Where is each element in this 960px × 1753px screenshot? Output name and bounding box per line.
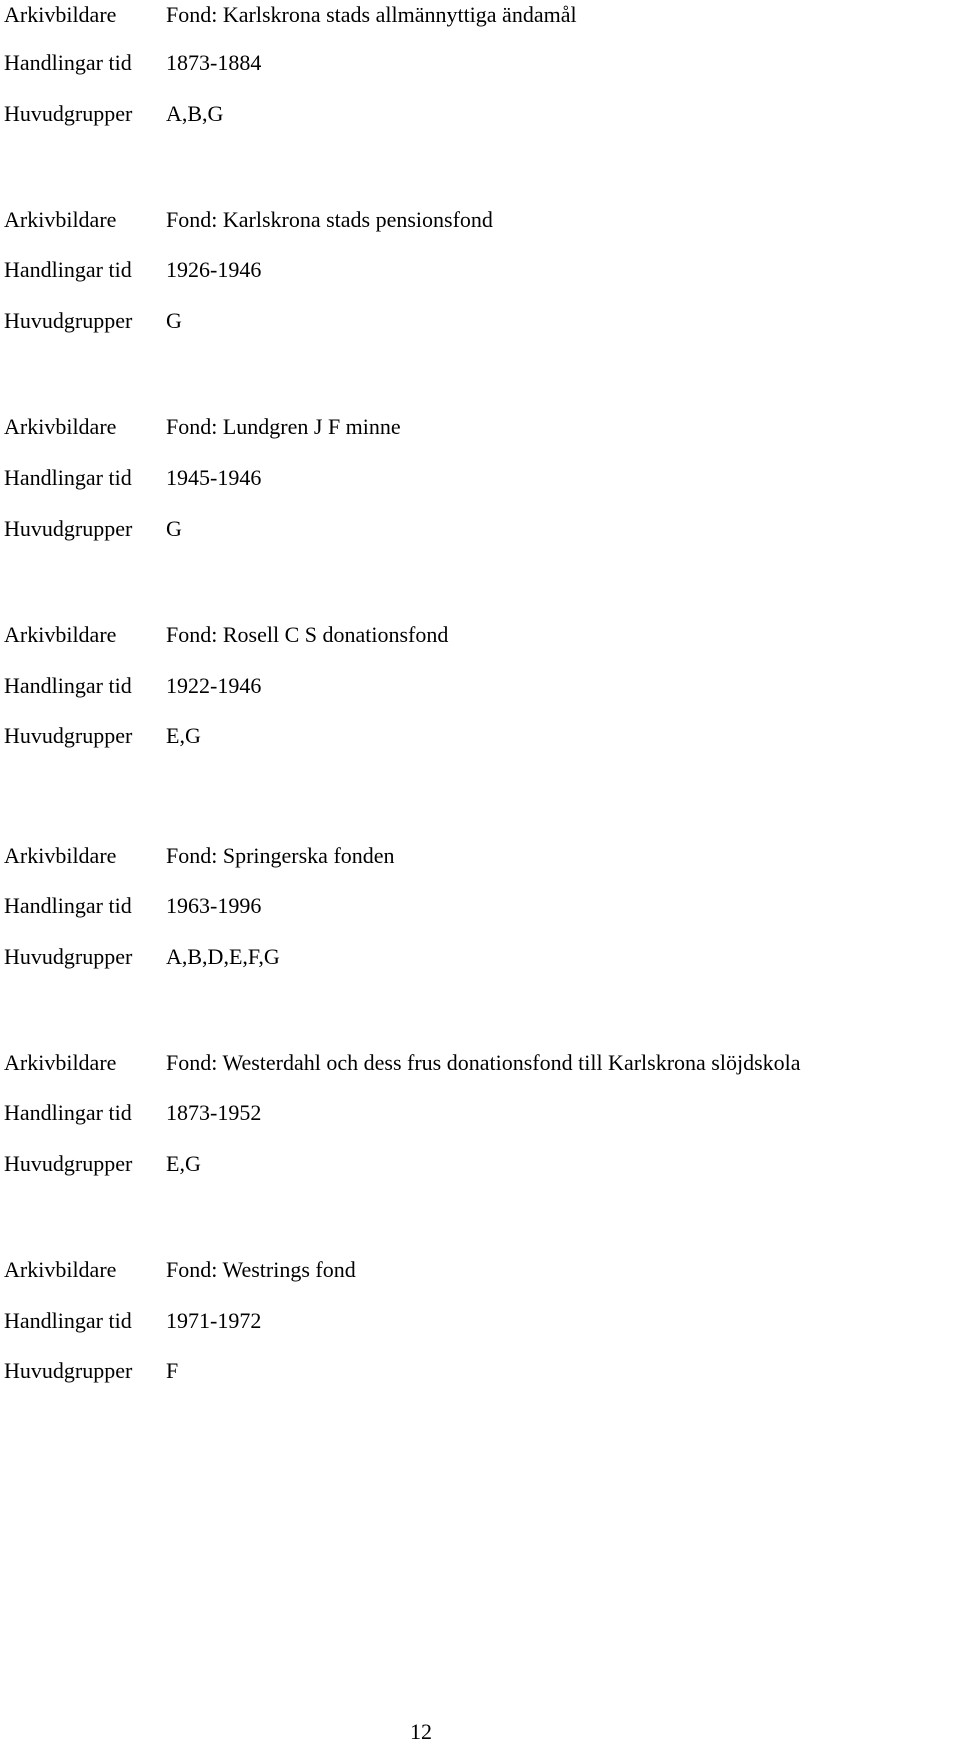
handlingar-tid-label: Handlingar tid — [4, 1308, 132, 1333]
huvudgrupper-value: A,B,D,E,F,G — [166, 944, 280, 969]
huvudgrupper-label: Huvudgrupper — [4, 1151, 133, 1176]
handlingar-tid-label: Handlingar tid — [4, 1100, 132, 1125]
handlingar-tid-value: 1922-1946 — [166, 673, 262, 698]
handlingar-tid-value: 1873-1952 — [166, 1100, 262, 1125]
huvudgrupper-value: A,B,G — [166, 101, 224, 126]
handlingar-tid-label: Handlingar tid — [4, 673, 132, 698]
handlingar-tid-label: Handlingar tid — [4, 50, 132, 75]
page-number: 12 — [410, 1719, 432, 1744]
handlingar-tid-label: Handlingar tid — [4, 893, 132, 918]
arkivbildare-label: Arkivbildare — [4, 207, 117, 232]
arkivbildare-label: Arkivbildare — [4, 2, 117, 27]
handlingar-tid-label: Handlingar tid — [4, 465, 132, 490]
huvudgrupper-label: Huvudgrupper — [4, 516, 133, 541]
handlingar-tid-value: 1926-1946 — [166, 257, 262, 282]
handlingar-tid-label: Handlingar tid — [4, 257, 132, 282]
huvudgrupper-value: G — [166, 516, 182, 541]
arkivbildare-value: Fond: Rosell C S donationsfond — [166, 622, 449, 647]
huvudgrupper-value: E,G — [166, 723, 201, 748]
arkivbildare-value: Fond: Westrings fond — [166, 1257, 356, 1282]
huvudgrupper-value: E,G — [166, 1151, 201, 1176]
arkivbildare-value: Fond: Karlskrona stads pensionsfond — [166, 207, 493, 232]
huvudgrupper-label: Huvudgrupper — [4, 944, 133, 969]
huvudgrupper-label: Huvudgrupper — [4, 308, 133, 333]
handlingar-tid-value: 1945-1946 — [166, 465, 262, 490]
arkivbildare-label: Arkivbildare — [4, 414, 117, 439]
arkivbildare-value: Fond: Westerdahl och dess frus donationsfond till Karlskrona slöjdskola — [166, 1050, 801, 1075]
arkivbildare-value: Fond: Lundgren J F minne — [166, 414, 401, 439]
handlingar-tid-value: 1963-1996 — [166, 893, 262, 918]
arkivbildare-label: Arkivbildare — [4, 1257, 117, 1282]
huvudgrupper-label: Huvudgrupper — [4, 101, 133, 126]
arkivbildare-value: Fond: Springerska fonden — [166, 843, 395, 868]
handlingar-tid-value: 1971-1972 — [166, 1308, 262, 1333]
arkivbildare-label: Arkivbildare — [4, 843, 117, 868]
handlingar-tid-value: 1873-1884 — [166, 50, 262, 75]
arkivbildare-label: Arkivbildare — [4, 1050, 117, 1075]
huvudgrupper-value: G — [166, 308, 182, 333]
arkivbildare-value: Fond: Karlskrona stads allmännyttiga ändamål — [166, 2, 577, 27]
huvudgrupper-label: Huvudgrupper — [4, 723, 133, 748]
arkivbildare-label: Arkivbildare — [4, 622, 117, 647]
huvudgrupper-value: F — [166, 1358, 179, 1383]
huvudgrupper-label: Huvudgrupper — [4, 1358, 133, 1383]
